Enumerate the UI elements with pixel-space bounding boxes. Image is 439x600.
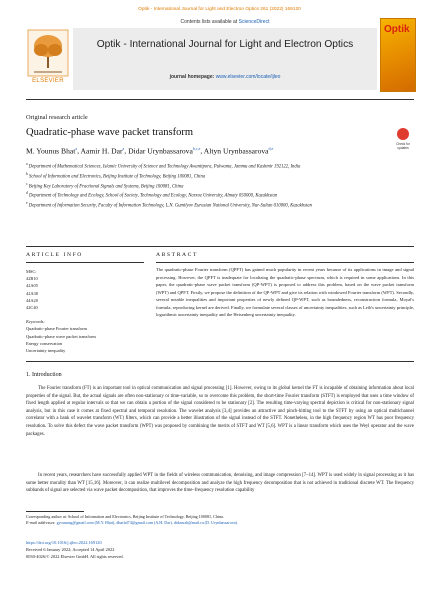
article-title: Quadratic-phase wave packet transform: [26, 127, 194, 138]
received-dates: Received 6 January 2022; Accepted 14 April 2022: [26, 547, 115, 552]
keyword: Quadratic-phase wave packet transform: [26, 333, 96, 339]
journal-title: Optik - International Journal for Light and Electron Optics: [96, 39, 354, 50]
article-info-heading: ARTICLE INFO: [26, 252, 83, 258]
check-for-updates-button[interactable]: [392, 128, 414, 154]
abstract-heading: ABSTRACT: [156, 252, 199, 258]
author-name[interactable]: M. Younus Bhat: [26, 146, 76, 156]
affiliation-item: $^b$ School of Information and Electronics, Beijing Institute of Technology, Beijing 100081, China: [26, 171, 206, 180]
introduction-paragraph: The Fourier transform (FT) is an important tool in optical communication and signal processing [1]. However, owing to its global kernel the FT is incapable of obtaining information about local properties of the signal. But, the actual signals are often non-stationary or time-variable, so to overcome this problem, the short-time Fourier transform (STFT) is employed that uses a time window of fixed length applied at regular intervals so that we can obtain a portion of the signal considered to be stationary [2]. The resulting time-varying spectral depiction is critical for non-stationary signal analysis, but in this case it comes at fixed spectral and temporal resolution. The wavelet analysis [3,4] provides an attractive and pinch-hitting tool to the STFT by using an optical multichannel correlator with a bank of wavelet transform (WT) filters, which can provide a better illustration of the signal instead of the STFT. Nonetheless, in the high frequency region WT has poor frequency resolution. To solve this defect the wave packet transform (WPT) was proposed by combining the merits of STFT and WT [5,6]. WPT is a linear transform which uses the Weyl operator and the wave packages.: [26, 386, 414, 437]
corresponding-author-line: Corresponding author at: School of Information and Electronics, Beijing Institute of Technology, Beijing 100081, China.: [26, 514, 224, 519]
msc-code: 42A05: [26, 283, 38, 289]
abstract-text: The quadratic-phase Fourier transform (QPFT) has gained much popularity in recent years because of its applications in image and signal processing. However, the QPFT is inadequate for localizing the quadratic-phase spectrum, which is required in some applications. In this paper, the quadratic-phase wave packet transform (QP-WPT) is proposed to address this problem, based on the wave packet transform (WPT) and QPFT. Firstly, we propose the definition of the QP-WPT and give its relation with windowed Fourier transform (WFT). Secondly, several notable inequalities and important properties of newly defined QP-WPT, such as boundedness, reconstruction formula, Moyal's formula, reproducing kernel are derived. Finally, we formulate several classes of uncertainty inequalities, such as Leib's uncertainty principle, logarithmic uncertainty inequality and the Heisenberg uncertainty inequality.: [156, 267, 414, 317]
msc-code: 42A38: [26, 290, 38, 296]
author-affil-mark: a: [122, 146, 125, 151]
contents-line: Contents lists available at ScienceDirect: [180, 19, 270, 25]
copyright-line: 0030-4026/© 2022 Elsevier GmbH. All rights reserved.: [26, 554, 124, 559]
keyword: Quadratic-phase Fourier transform: [26, 326, 87, 332]
doi-link[interactable]: https://doi.org/10.1016/j.ijleo.2022.169120: [26, 540, 102, 545]
msc-codes: [26, 268, 38, 311]
introduction-heading: 1. Introduction: [26, 372, 62, 378]
journal-masthead: [26, 18, 414, 95]
journal-homepage: journal homepage: www.elsevier.com/locate/ijleo: [169, 74, 281, 80]
affiliations: [26, 161, 414, 210]
keyword: Uncertainty inequality: [26, 348, 66, 354]
msc-code: 42B10: [26, 276, 38, 282]
author-name[interactable]: Altyn Urynbassarova: [203, 146, 269, 156]
corresponding-author-footnote: [26, 514, 414, 527]
running-header: Optik - International Journal for Light and Electron Optics 261 (2022) 169120: [138, 7, 301, 12]
article-type: Original research article: [26, 114, 88, 121]
author-affil-mark: d,e: [268, 146, 274, 151]
check-updates-label: Check for updates: [396, 142, 410, 150]
msc-label: MSC:: [26, 269, 37, 274]
msc-code: 42C40: [26, 305, 38, 311]
email-line: E-mail addresses: gyounusg@gmail.com (M.Y. Bhat), dharh474@gmail.com (A.H. Dar), didaruzh@mail.ru (D. Urynbassarova).: [26, 520, 238, 526]
keyword: Energy conservation: [26, 340, 63, 346]
cover-title: Optik: [384, 24, 410, 35]
affiliation-item: $^a$ Department of Mathematical Sciences, Islamic University of Science and Technology Awantipora, Pulwama, Jammu and Kashmir 192122, India: [26, 162, 301, 170]
msc-code: 44A20: [26, 297, 38, 303]
abstract-bottom-rule: [26, 361, 414, 362]
affiliation-item: $^d$ Department of Technology and Ecology, School of Society, Technology and Ecology, Narxoz University, Almaty 050000, Kazakhstan: [26, 191, 278, 199]
section-rule: [26, 246, 414, 247]
article-doi-block: [26, 539, 124, 560]
author-name[interactable]: Aamir H. Dar: [80, 146, 123, 156]
author-affil-mark: b,c,e: [192, 146, 201, 151]
author-list: M. Younus Bhat$^a$, Aamir H. Dar$^a$, Didar Urynbassarova$^{b,c,e}$, Altyn Urynbassarova$^{d,e}$: [26, 146, 274, 156]
check-updates-icon: [397, 128, 409, 140]
email-addresses[interactable]: gyounusg@gmail.com (M.Y. Bhat), dharh474@gmail.com (A.H. Dar), didaruzh@mail.ru (D. Urynbassarova).: [56, 520, 238, 526]
affiliation-item: $^c$ Beijing Key Laboratory of Fractional Signals and Systems, Beijing 100081, China: [26, 181, 184, 190]
introduction-paragraph: In recent years, researchers have successfully applied WPT in the fields of wireless communication, denoising, and image compression [7–14]. WPT is used widely in signal processing as it has some better morality than WT [15,16]. Moreover, it can realize multilevel decomposition and analyze the high frequency decomposition that is not achieved in traditional discrete WT. The frequency subbands of signal are selected via wave packet decomposition, that improves the time–frequency resolution capability: [26, 473, 414, 494]
author-affil-mark: a: [75, 146, 78, 151]
keywords: [26, 318, 96, 354]
journal-cover-image: [380, 18, 416, 92]
keywords-label: Keywords:: [26, 319, 45, 324]
journal-homepage-link[interactable]: www.elsevier.com/locate/ijleo: [215, 74, 281, 80]
publisher-name: ELSEVIER: [32, 78, 64, 84]
affiliation-item: $^e$ Department of Information Security, Faculty of Information Technology, L.N. Gumilyov Eurasian National University, Nur-Sultan 010000, Kazakhstan: [26, 201, 312, 209]
sciencedirect-link[interactable]: ScienceDirect: [238, 19, 270, 25]
footnote-rule: [26, 511, 84, 512]
header-rule: [26, 99, 414, 100]
author-name[interactable]: Didar Urynbassarova: [128, 146, 193, 156]
abstract-rule: [156, 262, 414, 263]
article-info-rule: [26, 262, 144, 263]
